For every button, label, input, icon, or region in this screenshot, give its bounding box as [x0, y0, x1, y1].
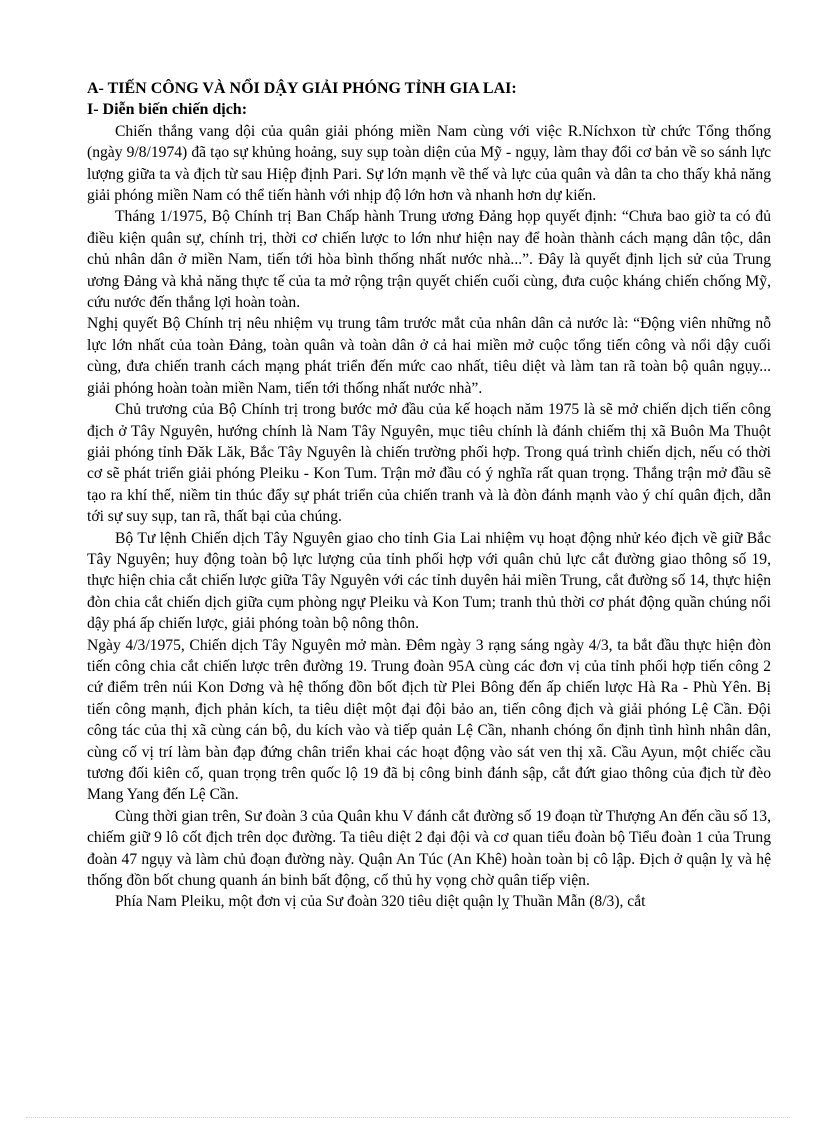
- page-bottom-divider: [26, 1117, 790, 1118]
- paragraph-7: Cùng thời gian trên, Sư đoàn 3 của Quân khu V đánh cắt đường số 19 đoạn từ Thượng An đến cầu số 13, chiếm giữ 9 lô cốt địch trên dọc đường. Ta tiêu diệt 2 đại đội và cơ quan tiểu đoàn bộ Tiểu đoàn 1 của Trung đoàn 47 ngụy và làm chủ đoạn đường này. Quận An Túc (An Khê) hoàn toàn bị cô lập. Địch ở quận lỵ và hệ thống đồn bốt chung quanh án binh bất động, cố thủ hy vọng chờ quân tiếp viện.: [87, 807, 771, 890]
- paragraph-8: Phía Nam Pleiku, một đơn vị của Sư đoàn 320 tiêu diệt quận lỵ Thuần Mẫn (8/3), cắt: [115, 893, 646, 911]
- paragraph-4: Chủ trương của Bộ Chính trị trong bước mở đầu của kế hoạch năm 1975 là sẽ mở chiến dịch tiến công địch ở Tây Nguyên, hướng chính là Nam Tây Nguyên, mục tiêu chính là đánh chiếm thị xã Buôn Ma Thuột giải phóng tỉnh Đăk Lăk, Bắc Tây Nguyên là chiến trường phối hợp. Trong quá trình chiến dịch, nếu có thời cơ sẽ phát triển giải phóng Pleiku - Kon Tum. Trận mở đầu có ý nghĩa rất quan trọng. Thắng trận mở đầu sẽ tạo ra khí thế, niềm tin thúc đẩy sự phát triển của chiến tranh và là đòn đánh mạnh vào ý chí quân địch, dẫn tới sự suy sụp, tan rã, thất bại của chúng.: [87, 401, 771, 526]
- paragraph-3: Nghị quyết Bộ Chính trị nêu nhiệm vụ trung tâm trước mắt của nhân dân cả nước là: “Động viên những nỗ lực lớn nhất của toàn Đảng, toàn quân và toàn dân ở cả hai miền mở cuộc tổng tiến công và nổi dậy cuối cùng, đưa chiến tranh cách mạng phát triển đến mức cao nhất, tiêu diệt và làm tan rã toàn bộ quân ngụy... giải phóng hoàn toàn miền Nam, tiến tới thống nhất nước nhà”.: [87, 315, 771, 397]
- document-page: [87, 78, 771, 913]
- paragraph-5: Bộ Tư lệnh Chiến dịch Tây Nguyên giao cho tỉnh Gia Lai nhiệm vụ hoạt động nhử kéo địch về giữ Bắc Tây Nguyên; huy động toàn bộ lực lượng của tỉnh phối hợp với quân chủ lực cắt đường giao thông số 19, thực hiện chia cắt chiến lược giữa Tây Nguyên với các tỉnh duyên hải miền Trung, cắt đường số 14, thực hiện đòn chia cắt chiến dịch giữa cụm phòng ngự Pleiku và Kon Tum; tranh thủ thời cơ phát động quần chúng nổi dậy phá ấp chiến lược, giải phóng toàn bộ nông thôn.: [87, 529, 771, 633]
- paragraph-2: Tháng 1/1975, Bộ Chính trị Ban Chấp hành Trung ương Đảng họp quyết định: “Chưa bao giờ ta có đủ điều kiện quân sự, chính trị, thời cơ chiến lược to lớn như hiện nay để hoàn thành cách mạng dân tộc, dân chủ nhân dân ở miền Nam, tiến tới hòa bình thống nhất nước nhà...”. Đây là quyết định lịch sử của Trung ương Đảng và khả năng thực tế của ta mở rộng trận quyết chiến cuối cùng, đưa cuộc kháng chiến chống Mỹ, cứu nước đến thắng lợi hoàn toàn.: [87, 208, 771, 312]
- paragraph-1: Chiến thắng vang dội của quân giải phóng miền Nam cùng với việc R.Níchxon từ chức Tổng thống (ngày 9/8/1974) đã tạo sự khủng hoảng, suy sụp toàn diện của Mỹ - ngụy, làm thay đổi cơ bản về so sánh lực lượng giữa ta và địch từ sau Hiệp định Pari. Sự lớn mạnh về thế và lực của quân và dân ta cho thấy khả năng giải phóng miền Nam có thể tiến hành với nhịp độ lớn hơn và nhanh hơn dự kiến.: [87, 122, 771, 205]
- section-heading: A- TIẾN CÔNG VÀ NỔI DẬY GIẢI PHÓNG TỈNH GIA LAI:: [87, 80, 517, 97]
- subsection-heading: I- Diễn biến chiến dịch:: [87, 101, 248, 119]
- paragraph-6: Ngày 4/3/1975, Chiến dịch Tây Nguyên mở màn. Đêm ngày 3 rạng sáng ngày 4/3, ta bắt đầu thực hiện đòn tiến công chia cắt chiến lược trên đường 19. Trung đoàn 95A cùng các đơn vị của tỉnh phối hợp tiến công 2 cứ điểm trên núi Kon Dơng và hệ thống đồn bốt địch từ Plei Bông đến ấp chiến lược Hà Ra - Phù Yên. Bị tiến công mạnh, địch phản kích, ta tiêu diệt một đại đội bảo an, tiến công địch và giải phóng Lệ Cần. Đội công tác của thị xã cùng cán bộ, du kích vào và tiếp quản Lệ Cần, nhanh chóng ổn định tình hình nhân dân, cùng cố vị trí làm bàn đạp đứng chân triển khai các hoạt động vào sát ven thị xã. Cầu Ayun, một chiếc cầu tương đối kiên cố, quan trọng trên quốc lộ 19 đã bị công binh đánh sập, cắt đứt giao thông của địch từ đèo Mang Yang đến Lệ Cần.: [87, 636, 771, 804]
